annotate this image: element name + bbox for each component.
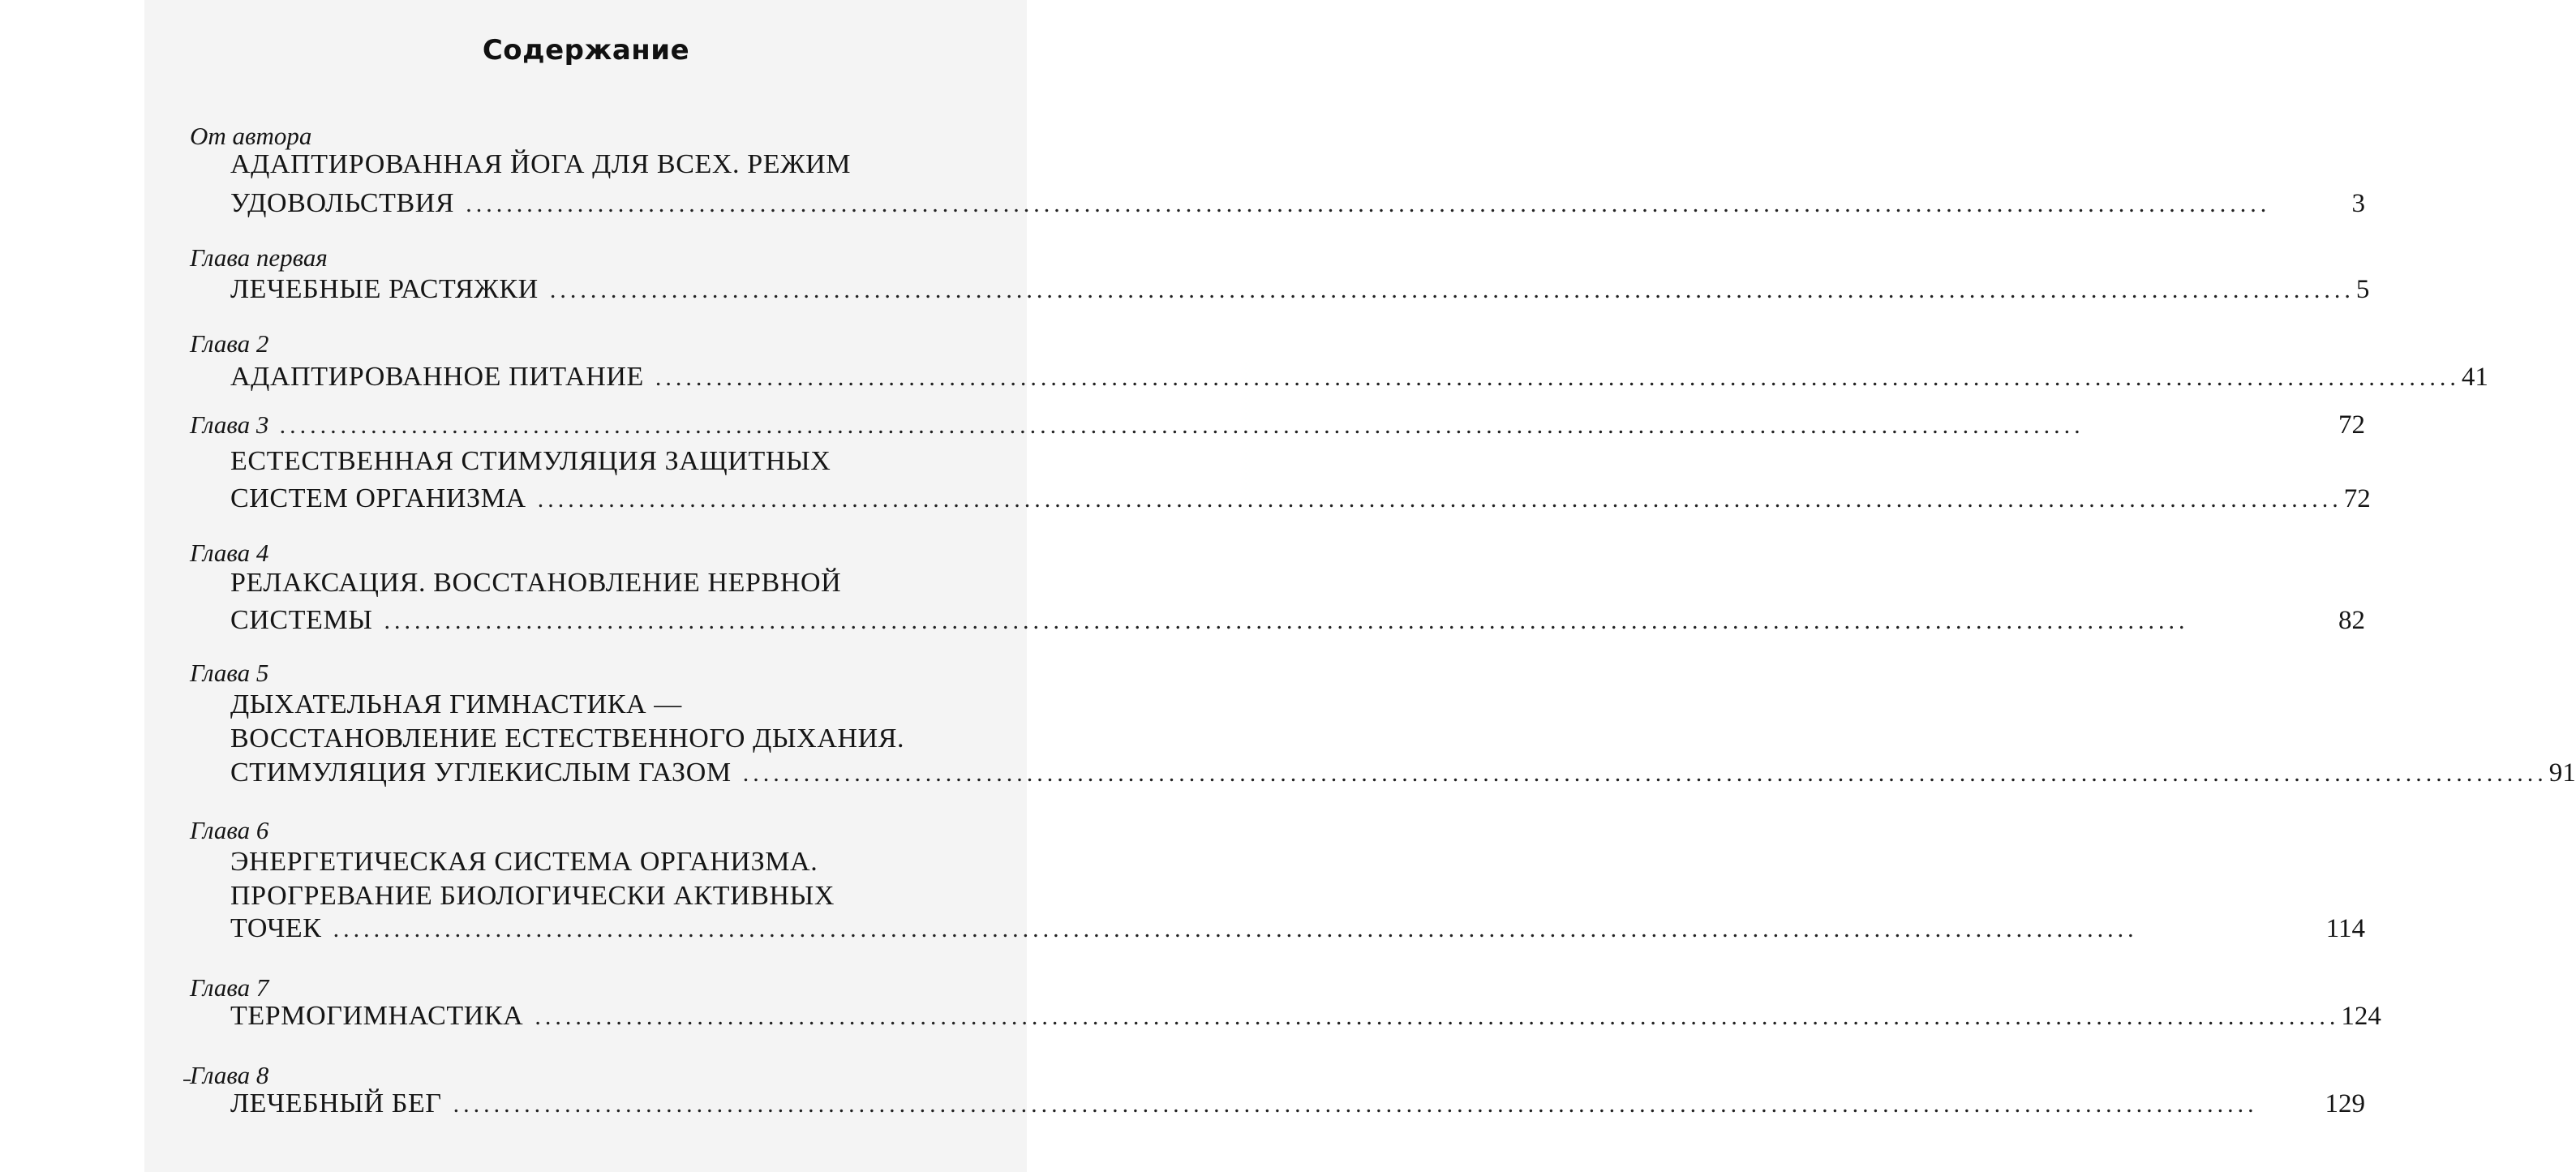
toc-page-number: 72 — [2338, 410, 2365, 440]
toc-entry-row — [230, 1088, 2365, 1119]
toc-entry-title: РЕЛАКСАЦИЯ. ВОССТАНОВЛЕНИЕ НЕРВНОЙ — [230, 568, 842, 598]
toc-entry-row — [230, 758, 2576, 788]
toc-entry-title: ДЫХАТЕЛЬНАЯ ГИМНАСТИКА — — [230, 689, 682, 719]
toc-entry-title: ПРОГРЕВАНИЕ БИОЛОГИЧЕСКИ АКТИВНЫХ — [230, 881, 835, 911]
toc-entry-row — [230, 1001, 2381, 1032]
toc-entry-row — [230, 913, 2365, 944]
toc-entry-title: УДОВОЛЬСТВИЯ — [230, 188, 455, 218]
toc-page-number: 82 — [2338, 606, 2365, 635]
toc-chapter-label: Глава 4 — [190, 539, 269, 567]
toc-page-number: 72 — [2343, 484, 2371, 513]
toc-page-number: 3 — [2351, 189, 2365, 218]
toc-entry-row — [230, 483, 2371, 514]
toc-entry-title: ТОЧЕК — [230, 913, 322, 943]
toc-entry-title: ЛЕЧЕБНЫЙ БЕГ — [230, 1088, 442, 1118]
toc-entry-title: СИСТЕМЫ — [230, 605, 373, 635]
toc-chapter-label: Глава 7 — [190, 973, 269, 1002]
toc-page-number: 129 — [2325, 1089, 2365, 1118]
toc-page-number: 114 — [2325, 914, 2365, 943]
toc-entry-title: СИСТЕМ ОРГАНИЗМА — [230, 483, 526, 513]
toc-chapter-label: Глава 8 — [190, 1061, 269, 1089]
dot-leader: .................................................................................................................................................................................. — [384, 607, 2189, 634]
toc-entry-title: ЛЕЧЕБНЫЕ РАСТЯЖКИ — [230, 274, 539, 304]
toc-entry-title: ЕСТЕСТВЕННАЯ СТИМУЛЯЦИЯ ЗАЩИТНЫХ — [230, 446, 831, 476]
page-title: Содержание — [482, 34, 690, 67]
toc-chapter-label: Глава 5 — [190, 659, 269, 687]
toc-entry-title: ВОССТАНОВЛЕНИЕ ЕСТЕСТВЕННОГО ДЫХАНИЯ. — [230, 723, 905, 753]
toc-entry-title: СТИМУЛЯЦИЯ УГЛЕКИСЛЫМ ГАЗОМ — [230, 758, 732, 788]
dot-leader: .................................................................................................................................................................................. — [537, 486, 2342, 513]
toc-entry-title: АДАПТИРОВАННАЯ ЙОГА ДЛЯ ВСЕХ. РЕЖИМ — [230, 149, 852, 179]
toc-chapter-label: Глава 2 — [190, 329, 269, 358]
toc-entry-title: ЭНЕРГЕТИЧЕСКАЯ СИСТЕМА ОРГАНИЗМА. — [230, 847, 818, 877]
dot-leader: .................................................................................................................................................................................. — [333, 916, 2138, 942]
toc-chapter-label: От автора — [190, 122, 312, 150]
toc-page-number: 5 — [2355, 275, 2370, 304]
toc-entry-row — [230, 362, 2488, 393]
toc-chapter-label: Глава 3 — [190, 410, 269, 439]
toc-chapter-row — [190, 410, 2365, 440]
toc-entry-row — [230, 274, 2370, 305]
dot-leader: .................................................................................................................................................................................. — [655, 364, 2460, 391]
toc-page-number: 91 — [2548, 758, 2576, 788]
dot-leader: .................................................................................................................................................................................. — [535, 1003, 2340, 1030]
toc-chapter-label: Глава 6 — [190, 816, 269, 844]
toc-entry-title: ТЕРМОГИМНАСТИКА — [230, 1001, 524, 1031]
toc-entry-row — [230, 605, 2365, 636]
toc-entry-title: АДАПТИРОВАННОЕ ПИТАНИЕ — [230, 362, 644, 392]
dot-leader: .................................................................................................................................................................................. — [466, 191, 2271, 217]
toc-page-number: 41 — [2461, 363, 2488, 392]
dot-leader: .................................................................................................................................................................................. — [742, 760, 2548, 787]
toc-entry-row — [230, 188, 2365, 219]
dot-leader: .................................................................................................................................................................................. — [549, 277, 2355, 303]
toc-page-number: 124 — [2341, 1002, 2381, 1031]
dot-leader: .................................................................................................................................................................................. — [453, 1091, 2258, 1118]
toc-chapter-label: Глава первая — [190, 243, 328, 272]
dot-leader: .................................................................................................................................................................................. — [280, 412, 2085, 439]
